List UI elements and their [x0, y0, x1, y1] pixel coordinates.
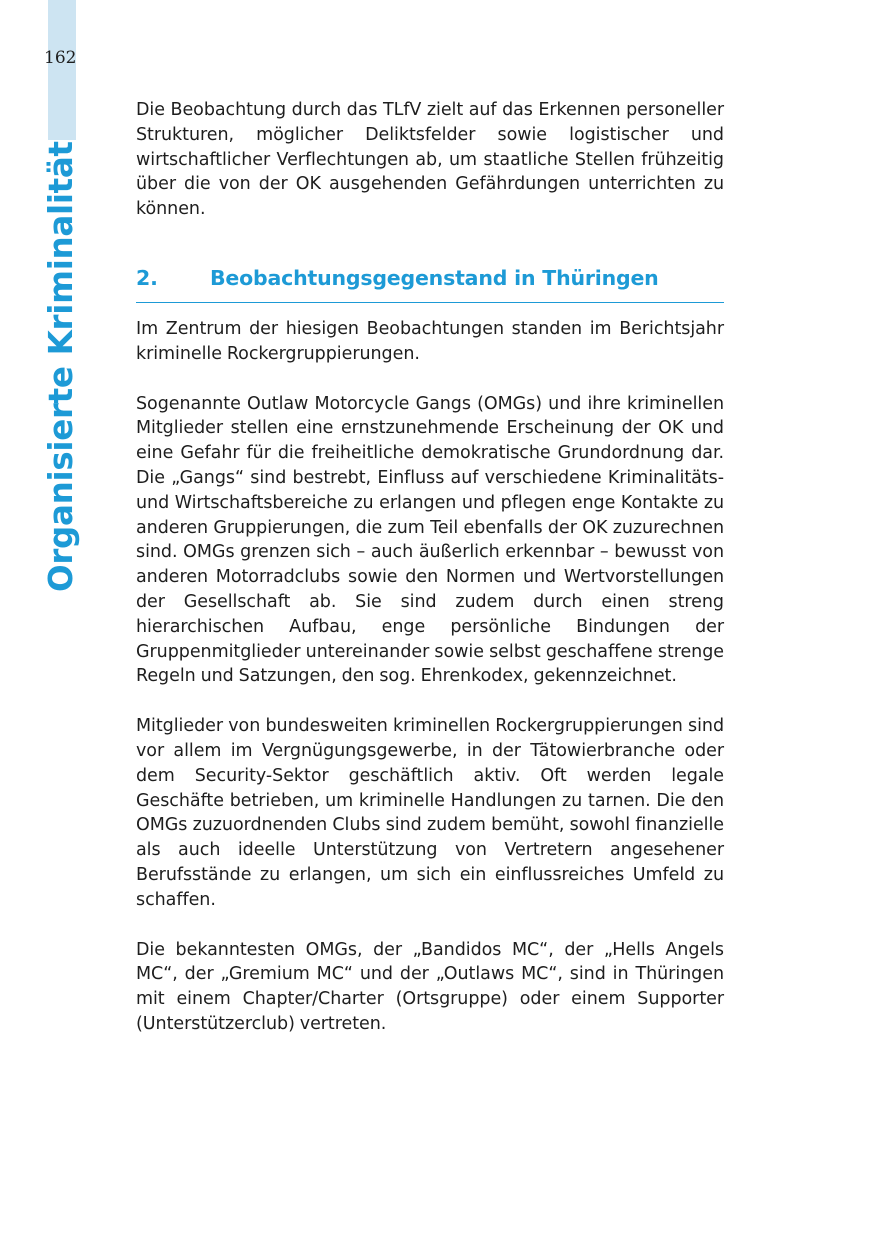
- side-title-container: [36, 141, 86, 592]
- main-content: [136, 98, 724, 1037]
- section-title: Beobachtungsgegenstand in Thüringen: [210, 265, 659, 290]
- page-number: 162: [44, 48, 77, 68]
- section-heading: [136, 266, 724, 303]
- side-strip: [48, 0, 76, 140]
- chapter-side-title: Organisierte Kriminalität: [42, 141, 80, 592]
- paragraph-focus: Im Zentrum der hiesigen Beobachtungen standen im Berichtsjahr kriminelle Rockergruppierungen.: [136, 318, 724, 364]
- intro-paragraph: Die Beobachtung durch das TLfV zielt auf das Erkennen personeller Strukturen, möglicher Deliktsfelder sowie logistischer und wirtschaftlicher Verflechtungen ab, um staatliche Stellen frühzeitig über die von der OK ausgehenden Gefährdungen unterrichten zu können.: [136, 100, 724, 220]
- paragraph-omgs: Sogenannte Outlaw Motorcycle Gangs (OMGs) und ihre kriminellen Mitglieder stellen eine ernstzunehmende Erscheinung der OK und eine Gefahr für die freiheitliche demokratische Grundordnung dar. Die „Gangs“ sind bestrebt, Einfluss auf verschiedene Kriminalitäts- und Wirtschaftsbereiche zu erlangen und pflegen enge Kontakte zu anderen Gruppierungen, die zum Teil ebenfalls der OK zuzurechnen sind. OMGs grenzen sich – auch äußerlich erkennbar – bewusst von anderen Motorradclubs sowie den Normen und Wertvorstellungen der Gesellschaft ab. Sie sind zudem durch einen streng hierarchischen Aufbau, enge persönliche Bindungen der Gruppenmitglieder untereinander sowie selbst geschaffene strenge Regeln und Satzungen, den sog. Ehrenkodex, gekennzeichnet.: [136, 393, 724, 687]
- paragraph-known-omgs: Die bekanntesten OMGs, der „Bandidos MC“, der „Hells Angels MC“, der „Gremium MC“ und der „Outlaws MC“, sind in Thüringen mit einem Chapter/Charter (Ortsgruppe) oder einem Supporter (Unterstützerclub) vertreten.: [136, 939, 724, 1034]
- paragraph-members: Mitglieder von bundesweiten kriminellen Rockergruppierungen sind vor allem im Vergnügungsgewerbe, in der Tätowierbranche oder dem Security-Sektor geschäftlich aktiv. Oft werden legale Geschäfte betrieben, um kriminelle Handlungen zu tarnen. Die den OMGs zuzuordnenden Clubs sind zudem bemüht, sowohl finanzielle als auch ideelle Unterstützung von Vertretern angesehener Berufsstände zu erlangen, um sich ein einflussreiches Umfeld zu schaffen.: [136, 716, 724, 910]
- section-number: 2.: [136, 265, 158, 290]
